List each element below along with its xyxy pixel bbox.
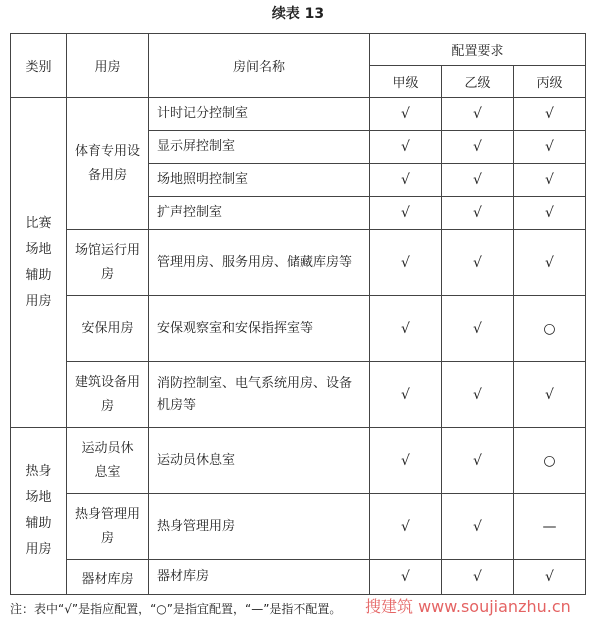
room-use-cell: 建筑设备用房: [67, 362, 149, 428]
level-c-mark: √: [514, 560, 586, 595]
room-name-cell: 场地照明控制室: [149, 164, 370, 197]
level-c-mark: √: [514, 164, 586, 197]
level-b-mark: √: [442, 230, 514, 296]
room-name-cell: 管理用房、服务用房、储藏库房等: [149, 230, 370, 296]
level-c-mark: √: [514, 197, 586, 230]
table-row: [11, 230, 586, 296]
level-a-mark: √: [370, 164, 442, 197]
room-use-cell: 运动员休息室: [67, 428, 149, 494]
header-level-a: 甲级: [370, 66, 442, 98]
level-b-mark: √: [442, 197, 514, 230]
level-a-mark: √: [370, 362, 442, 428]
level-c-mark: —: [514, 494, 586, 560]
level-b-mark: √: [442, 296, 514, 362]
room-use-cell: 器材库房: [67, 560, 149, 595]
room-use-cell: 场馆运行用房: [67, 230, 149, 296]
header-category: 类别: [11, 34, 67, 98]
table-row: [11, 560, 586, 595]
table-row: [11, 494, 586, 560]
level-b-mark: √: [442, 560, 514, 595]
level-b-mark: √: [442, 98, 514, 131]
header-level-b: 乙级: [442, 66, 514, 98]
level-b-mark: √: [442, 428, 514, 494]
room-name-cell: 扩声控制室: [149, 197, 370, 230]
room-name-cell: 显示屏控制室: [149, 131, 370, 164]
level-c-mark: √: [514, 131, 586, 164]
table-row: [11, 362, 586, 428]
header-row: [11, 34, 586, 66]
table-row: [11, 98, 586, 131]
level-a-mark: √: [370, 494, 442, 560]
level-c-mark: √: [514, 230, 586, 296]
level-a-mark: √: [370, 428, 442, 494]
level-b-mark: √: [442, 131, 514, 164]
level-a-mark: √: [370, 560, 442, 595]
level-a-mark: √: [370, 98, 442, 131]
table-title: 续表 13: [271, 6, 325, 22]
room-use-cell: 体育专用设备用房: [67, 98, 149, 230]
room-name-cell: 热身管理用房: [149, 494, 370, 560]
header-config-req: 配置要求: [370, 34, 586, 66]
room-use-cell: 安保用房: [67, 296, 149, 362]
header-room-use: 用房: [67, 34, 149, 98]
room-name-cell: 器材库房: [149, 560, 370, 595]
level-c-mark: ○: [514, 428, 586, 494]
header-room-name: 房间名称: [149, 34, 370, 98]
level-b-mark: √: [442, 362, 514, 428]
config-table: [10, 33, 586, 595]
level-c-mark: ○: [514, 296, 586, 362]
room-name-cell: 消防控制室、电气系统用房、设备机房等: [149, 362, 370, 428]
category-cell: 比赛场地辅助用房: [11, 98, 67, 428]
category-cell: 热身场地辅助用房: [11, 428, 67, 595]
level-c-mark: √: [514, 98, 586, 131]
level-a-mark: √: [370, 131, 442, 164]
watermark: 搜建筑 www.soujianzhu.cn: [365, 597, 571, 616]
room-name-cell: 计时记分控制室: [149, 98, 370, 131]
table-row: [11, 428, 586, 494]
table-row: [11, 296, 586, 362]
room-name-cell: 运动员休息室: [149, 428, 370, 494]
level-b-mark: √: [442, 164, 514, 197]
level-a-mark: √: [370, 230, 442, 296]
level-c-mark: √: [514, 362, 586, 428]
level-a-mark: √: [370, 197, 442, 230]
header-level-c: 丙级: [514, 66, 586, 98]
table-note: 注：表中“√”是指应配置，“○”是指宜配置，“—”是指不配置。: [10, 602, 342, 616]
level-a-mark: √: [370, 296, 442, 362]
room-use-cell: 热身管理用房: [67, 494, 149, 560]
level-b-mark: √: [442, 494, 514, 560]
room-name-cell: 安保观察室和安保指挥室等: [149, 296, 370, 362]
